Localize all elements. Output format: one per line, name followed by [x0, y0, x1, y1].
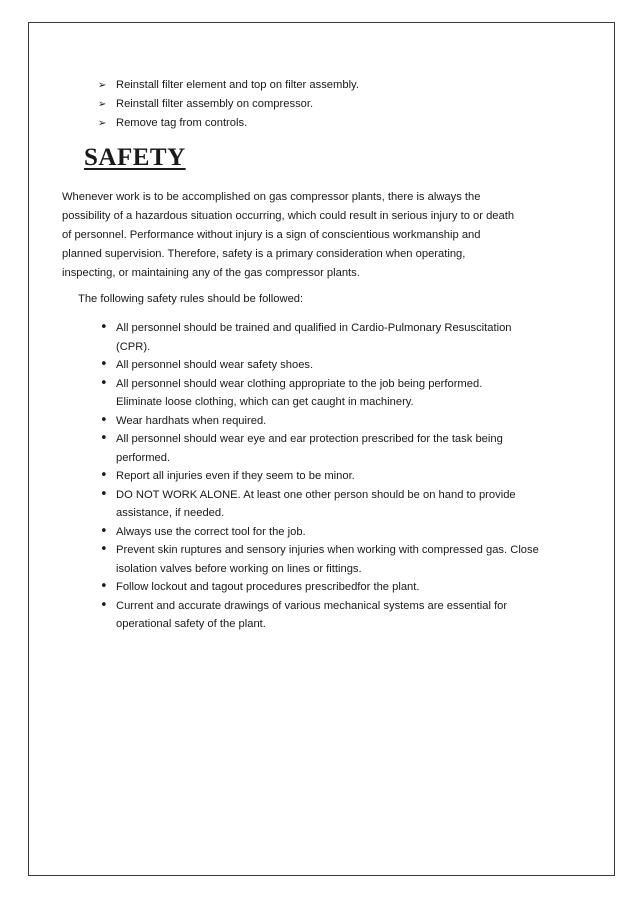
procedure-step-text: Reinstall filter assembly on compressor. [116, 98, 314, 110]
rule-text-line: assistance, if needed. [116, 507, 225, 519]
bullet-icon: • [100, 468, 108, 483]
safety-rule [98, 467, 539, 486]
rule-text-line: Report all injuries even if they seem to be minor. [116, 470, 355, 482]
paragraph-line: planned supervision. Therefore, safety is a primary consideration when operating, [62, 248, 466, 260]
safety-rule [98, 430, 539, 467]
procedure-step-text: Reinstall filter element and top on filter assembly. [116, 79, 359, 91]
arrow-bullet-icon: ➢ [98, 99, 107, 110]
arrow-bullet-icon: ➢ [98, 118, 107, 129]
rule-text-line: DO NOT WORK ALONE. At least one other person should be on hand to provide [116, 488, 516, 501]
safety-rule [98, 412, 539, 431]
bullet-icon: • [100, 542, 108, 557]
safety-rule [98, 578, 539, 597]
rule-text-line: performed. [116, 451, 171, 464]
paragraph-line: Whenever work is to be accomplished on gas compressor plants, there is always the [62, 191, 481, 203]
paragraph-line: of personnel. Performance without injury is a sign of conscientious workmanship and [62, 229, 481, 241]
rule-text-line: Wear hardhats when required. [116, 414, 267, 427]
rule-text-line: All personnel should wear clothing appropriate to the job being performed. [116, 377, 483, 390]
procedure-step [98, 114, 359, 133]
safety-rule [98, 375, 539, 412]
procedure-step [98, 95, 359, 114]
rule-text-line: (CPR). [116, 340, 151, 353]
rule-text-line: Eliminate loose clothing, which can get caught in machinery. [116, 396, 414, 408]
rules-lead-in: The following safety rules should be followed: [78, 293, 304, 305]
bullet-icon: • [100, 597, 108, 613]
bullet-icon: • [100, 357, 108, 372]
bullet-icon: • [100, 523, 108, 539]
procedure-steps-list [98, 76, 359, 133]
paragraph-line: possibility of a hazardous situation occurring, which could result in serious injury to or death [62, 210, 515, 222]
safety-rule [98, 486, 539, 523]
procedure-step-text: Remove tag from controls. [116, 117, 248, 129]
safety-rule [98, 319, 539, 356]
safety-rules-list [98, 319, 539, 634]
rule-text-line: All personnel should wear eye and ear protection prescribed for the task being [116, 433, 503, 445]
bullet-icon: • [100, 486, 108, 502]
rule-text-line: operational safety of the plant. [116, 618, 266, 630]
rule-text-line: All personnel should wear safety shoes. [116, 359, 314, 371]
rule-text-line: Follow lockout and tagout procedures prescribedfor the plant. [116, 581, 420, 593]
rule-text-line: Always use the correct tool for the job. [116, 525, 306, 538]
bullet-icon: • [100, 320, 108, 335]
rule-text-line: Prevent skin ruptures and sensory injuries when working with compressed gas. Close [116, 544, 539, 556]
bullet-icon: • [100, 375, 108, 391]
paragraph-line: inspecting, or maintaining any of the gas compressor plants. [62, 267, 360, 279]
rule-text-line: isolation valves before working on lines or fittings. [116, 562, 362, 575]
rule-text-line: Current and accurate drawings of various mechanical systems are essential for [116, 599, 508, 612]
intro-paragraph [62, 188, 567, 283]
safety-rule [98, 356, 539, 375]
safety-rule [98, 523, 539, 542]
bullet-icon: • [100, 579, 108, 594]
safety-rule [98, 541, 539, 578]
procedure-step [98, 76, 359, 95]
safety-rule [98, 597, 539, 634]
bullet-icon: • [100, 431, 108, 446]
arrow-bullet-icon: ➢ [98, 80, 107, 91]
rule-text-line: All personnel should be trained and qualified in Cardio-Pulmonary Resuscitation [116, 322, 512, 334]
section-title: SAFETY [84, 144, 186, 171]
bullet-icon: • [100, 412, 108, 428]
